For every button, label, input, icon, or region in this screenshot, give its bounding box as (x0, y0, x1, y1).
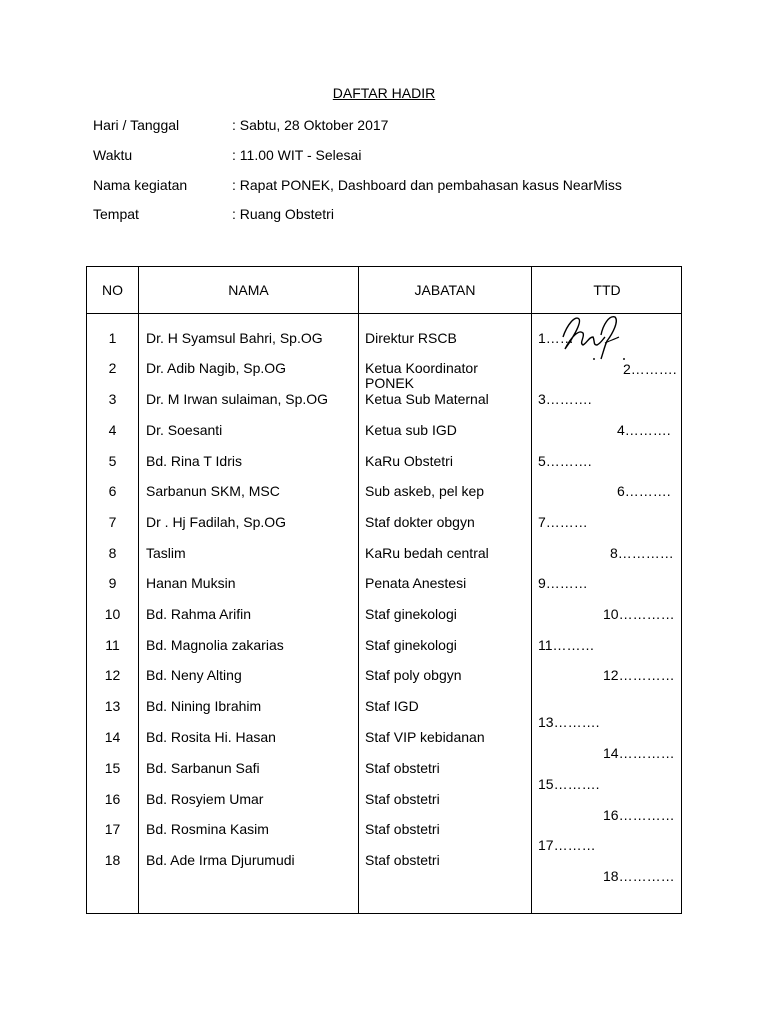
info-label: Hari / Tanggal (93, 117, 180, 133)
row-name: Hanan Muksin (146, 575, 236, 591)
row-number: 6 (108, 483, 117, 499)
info-label: Nama kegiatan (93, 177, 188, 193)
column-divider (138, 267, 139, 913)
row-position: Ketua Sub Maternal (365, 391, 489, 407)
row-number: 14 (104, 729, 121, 745)
row-signature-slot: 17……… (538, 837, 596, 853)
row-number: 18 (104, 852, 121, 868)
row-signature-slot: 2………. (623, 361, 677, 377)
row-number: 12 (104, 667, 121, 683)
header-ttd: TTD (593, 282, 621, 298)
row-position: Staf ginekologi (365, 606, 457, 622)
row-name: Dr. Soesanti (146, 422, 223, 438)
row-signature-slot: 5………. (538, 453, 592, 469)
row-signature-slot: 3………. (538, 391, 592, 407)
column-divider (531, 267, 532, 913)
row-position: Penata Anestesi (365, 575, 467, 591)
row-number: 9 (108, 575, 117, 591)
row-number: 3 (108, 391, 117, 407)
row-name: Dr. M Irwan sulaiman, Sp.OG (146, 391, 329, 407)
info-label: Tempat (93, 206, 139, 222)
row-name: Taslim (146, 545, 186, 561)
row-position: Staf poly obgyn (365, 667, 462, 683)
row-signature-slot: 16………… (603, 807, 675, 823)
row-number: 2 (108, 360, 117, 376)
row-name: Dr . Hj Fadilah, Sp.OG (146, 514, 287, 530)
info-value: : Sabtu, 28 Oktober 2017 (232, 117, 389, 133)
row-name: Bd. Ade Irma Djurumudi (146, 852, 295, 868)
row-position: Staf obstetri (365, 760, 440, 776)
row-signature-slot: 14………… (603, 745, 675, 761)
row-position-continued: PONEK (365, 375, 415, 391)
row-signature-slot: 13………. (538, 714, 600, 730)
info-label: Waktu (93, 147, 133, 163)
row-signature-slot: 8………… (610, 545, 674, 561)
header-no: NO (102, 282, 123, 298)
info-value: : Ruang Obstetri (232, 206, 334, 222)
row-position: Staf ginekologi (365, 637, 457, 653)
row-name: Bd. Rahma Arifin (146, 606, 252, 622)
row-signature-slot: 9……… (538, 575, 588, 591)
row-number: 17 (104, 821, 121, 837)
row-name: Bd. Neny Alting (146, 667, 242, 683)
row-signature-slot: 6………. (617, 483, 671, 499)
attendance-table (86, 266, 682, 914)
row-name: Bd. Nining Ibrahim (146, 698, 262, 714)
row-signature-slot: 4………. (617, 422, 671, 438)
row-number: 8 (108, 545, 117, 561)
row-position: Staf dokter obgyn (365, 514, 475, 530)
row-position: KaRu Obstetri (365, 453, 453, 469)
row-number: 16 (104, 791, 121, 807)
row-signature-slot: 1…… (538, 330, 574, 346)
row-number: 13 (104, 698, 121, 714)
row-name: Dr. H Syamsul Bahri, Sp.OG (146, 330, 323, 346)
row-signature-slot: 11……… (538, 637, 595, 653)
row-position: Staf obstetri (365, 821, 440, 837)
row-number: 7 (108, 514, 117, 530)
row-number: 11 (105, 637, 120, 653)
row-position: Ketua sub IGD (365, 422, 457, 438)
row-signature-slot: 15………. (538, 776, 600, 792)
row-position: KaRu bedah central (365, 545, 489, 561)
row-number: 15 (104, 760, 121, 776)
signature-image (549, 307, 629, 367)
row-position: Direktur RSCB (365, 330, 457, 346)
row-position: Staf IGD (365, 698, 419, 714)
document-title: DAFTAR HADIR (332, 85, 436, 101)
row-number: 4 (108, 422, 117, 438)
row-name: Sarbanun SKM, MSC (146, 483, 280, 499)
row-signature-slot: 7……… (538, 514, 588, 530)
row-name: Dr. Adib Nagib, Sp.OG (146, 360, 287, 376)
row-signature-slot: 10………… (603, 606, 675, 622)
row-name: Bd. Rosmina Kasim (146, 821, 269, 837)
row-name: Bd. Rosyiem Umar (146, 791, 264, 807)
row-number: 5 (108, 453, 117, 469)
row-name: Bd. Rosita Hi. Hasan (146, 729, 276, 745)
header-nama: NAMA (228, 282, 269, 298)
row-number: 1 (108, 330, 117, 346)
row-number: 10 (104, 606, 121, 622)
row-position: Staf VIP kebidanan (365, 729, 485, 745)
row-position: Sub askeb, pel kep (365, 483, 485, 499)
row-signature-slot: 12………… (603, 667, 675, 683)
row-signature-slot: 18………… (603, 868, 675, 884)
row-name: Bd. Magnolia zakarias (146, 637, 284, 653)
row-position: Ketua Koordinator (365, 360, 478, 376)
info-value: : Rapat PONEK, Dashboard dan pembahasan kasus NearMiss (232, 177, 622, 193)
row-position: Staf obstetri (365, 852, 440, 868)
row-name: Bd. Rina T Idris (146, 453, 242, 469)
row-name: Bd. Sarbanun Safi (146, 760, 260, 776)
info-value: : 11.00 WIT - Selesai (232, 147, 362, 163)
row-position: Staf obstetri (365, 791, 440, 807)
column-divider (358, 267, 359, 913)
header-jabatan: JABATAN (414, 282, 476, 298)
